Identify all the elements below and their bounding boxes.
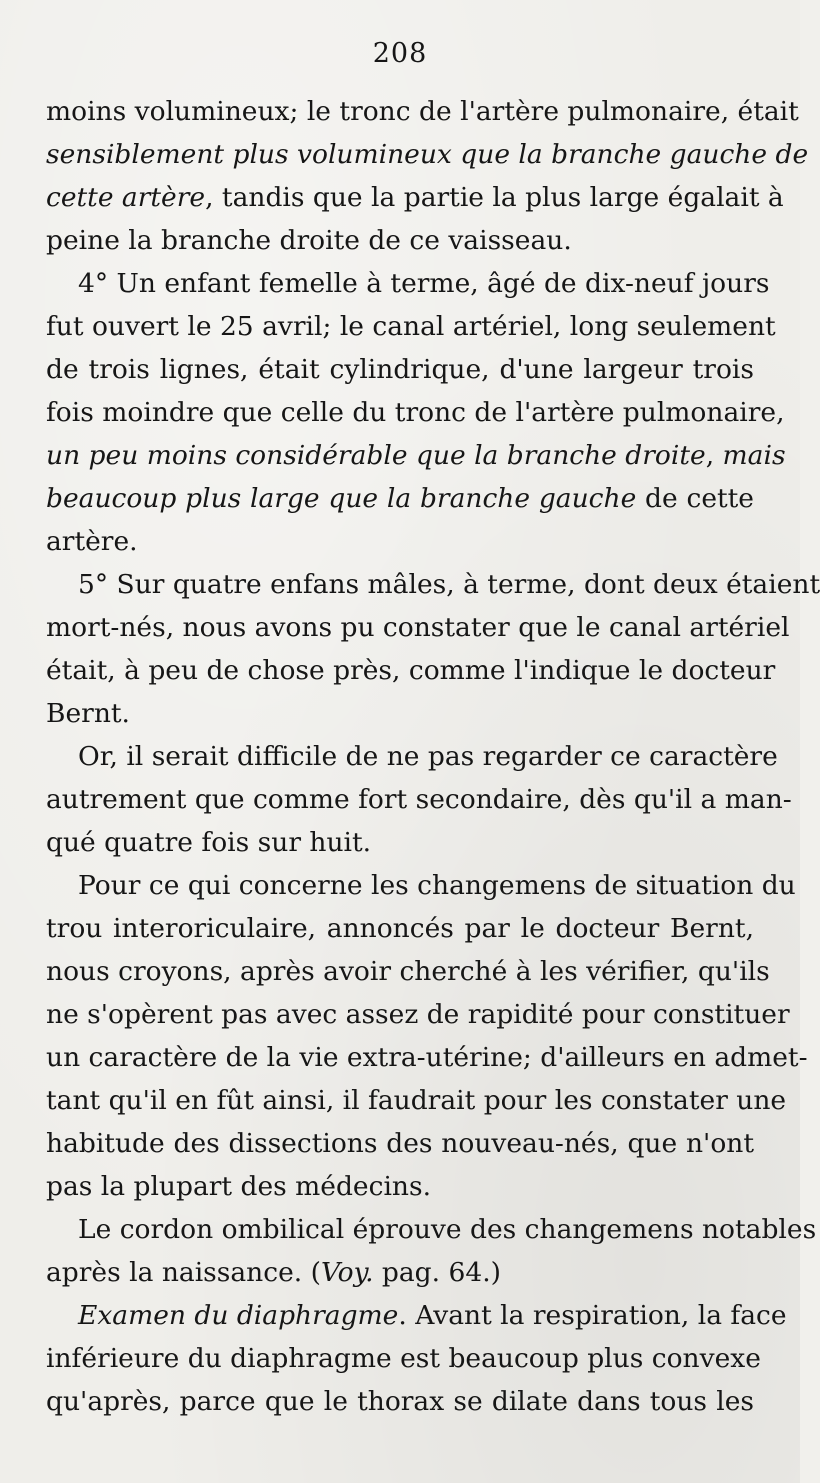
text-run: trou interoriculaire, annoncés par le docteur Bernt, xyxy=(46,913,754,944)
text-line xyxy=(46,262,770,305)
text-run: peine la branche droite de ce vaisseau. xyxy=(46,225,572,256)
text-line xyxy=(46,348,754,391)
text-line xyxy=(46,520,754,563)
text-line xyxy=(46,563,820,606)
text-line xyxy=(46,1208,817,1251)
text-run: artère. xyxy=(46,526,138,557)
text-line xyxy=(46,993,790,1036)
text-run: 5° Sur quatre enfans mâles, à terme, dont deux étaient xyxy=(78,569,820,600)
text-run: Le cordon ombilical éprouve des changemens notables xyxy=(78,1214,817,1245)
text-run: fois moindre que celle du tronc de l'artère pulmonaire, xyxy=(46,397,785,428)
text-line xyxy=(46,907,754,950)
text-line xyxy=(46,606,790,649)
text-run: après la naissance. ( xyxy=(46,1257,321,1288)
page-number: 208 xyxy=(372,38,428,69)
text-run: , xyxy=(705,440,723,471)
text-run: de trois lignes, était cylindrique, d'une largeur trois xyxy=(46,354,754,385)
italic-text-run: Voy. xyxy=(320,1257,374,1288)
text-line xyxy=(46,864,796,907)
text-run: 4° Un enfant femelle à terme, âgé de dix-neuf jours xyxy=(78,268,770,299)
text-line xyxy=(46,950,770,993)
text-run: qu'après, parce que le thorax se dilate dans tous les xyxy=(46,1386,754,1417)
text-run: mort-nés, nous avons pu constater que le canal artériel xyxy=(46,612,790,643)
text-line xyxy=(46,778,792,821)
text-line xyxy=(46,735,778,778)
text-line xyxy=(46,649,776,692)
text-line xyxy=(46,434,786,477)
text-run: un caractère de la vie extra-utérine; d'ailleurs en admet- xyxy=(46,1042,808,1073)
text-run: Pour ce qui concerne les changemens de situation du xyxy=(78,870,796,901)
text-run: tant qu'il en fût ainsi, il faudrait pour les constater une xyxy=(46,1085,787,1116)
text-run: qué quatre fois sur huit. xyxy=(46,827,372,858)
text-line xyxy=(46,477,754,520)
text-line xyxy=(46,90,799,133)
text-run: , tandis que la partie la plus large égalait à xyxy=(205,182,784,213)
text-line xyxy=(46,1380,754,1423)
text-line xyxy=(46,692,754,735)
text-line xyxy=(46,1337,761,1380)
text-line xyxy=(46,1079,787,1122)
text-run: inférieure du diaphragme est beaucoup plus convexe xyxy=(46,1343,761,1374)
text-run: autrement que comme fort secondaire, dès qu'il a man- xyxy=(46,784,792,815)
text-run: Bernt. xyxy=(46,698,130,729)
text-run: pas la plupart des médecins. xyxy=(46,1171,432,1202)
text-run: était, à peu de chose près, comme l'indique le docteur xyxy=(46,655,776,686)
text-run: habitude des dissections des nouveau-nés, que n'ont xyxy=(46,1128,754,1159)
page-body-text xyxy=(46,90,820,1423)
text-line xyxy=(46,133,809,176)
text-run: nous croyons, après avoir cherché à les vérifier, qu'ils xyxy=(46,956,770,987)
text-run: . Avant la respiration, la face xyxy=(398,1300,787,1331)
text-run: de cette xyxy=(636,483,754,514)
text-line xyxy=(46,305,776,348)
text-line xyxy=(46,1251,754,1294)
italic-text-run: Examen du diaphragme xyxy=(78,1300,399,1331)
text-line xyxy=(46,1122,754,1165)
text-run: pag. 64.) xyxy=(373,1257,501,1288)
text-line xyxy=(46,391,785,434)
text-line xyxy=(46,821,754,864)
text-run: ne s'opèrent pas avec assez de rapidité pour constituer xyxy=(46,999,790,1030)
text-line xyxy=(46,1036,808,1079)
text-line xyxy=(46,1165,754,1208)
italic-text-run: mais xyxy=(722,440,786,471)
text-line xyxy=(46,219,754,262)
text-line xyxy=(46,176,784,219)
text-run: moins volumineux; le tronc de l'artère pulmonaire, était xyxy=(46,96,799,127)
text-run: Or, il serait difficile de ne pas regarder ce caractère xyxy=(78,741,778,772)
text-run: fut ouvert le 25 avril; le canal artériel, long seulement xyxy=(46,311,776,342)
italic-text-run: un peu moins considérable que la branche droite xyxy=(46,440,706,471)
italic-text-run: beaucoup plus large que la branche gauche xyxy=(46,483,637,514)
text-line xyxy=(46,1294,787,1337)
italic-text-run: cette artère xyxy=(46,182,206,213)
italic-text-run: sensiblement plus volumineux que la branche gauche de xyxy=(46,139,809,170)
